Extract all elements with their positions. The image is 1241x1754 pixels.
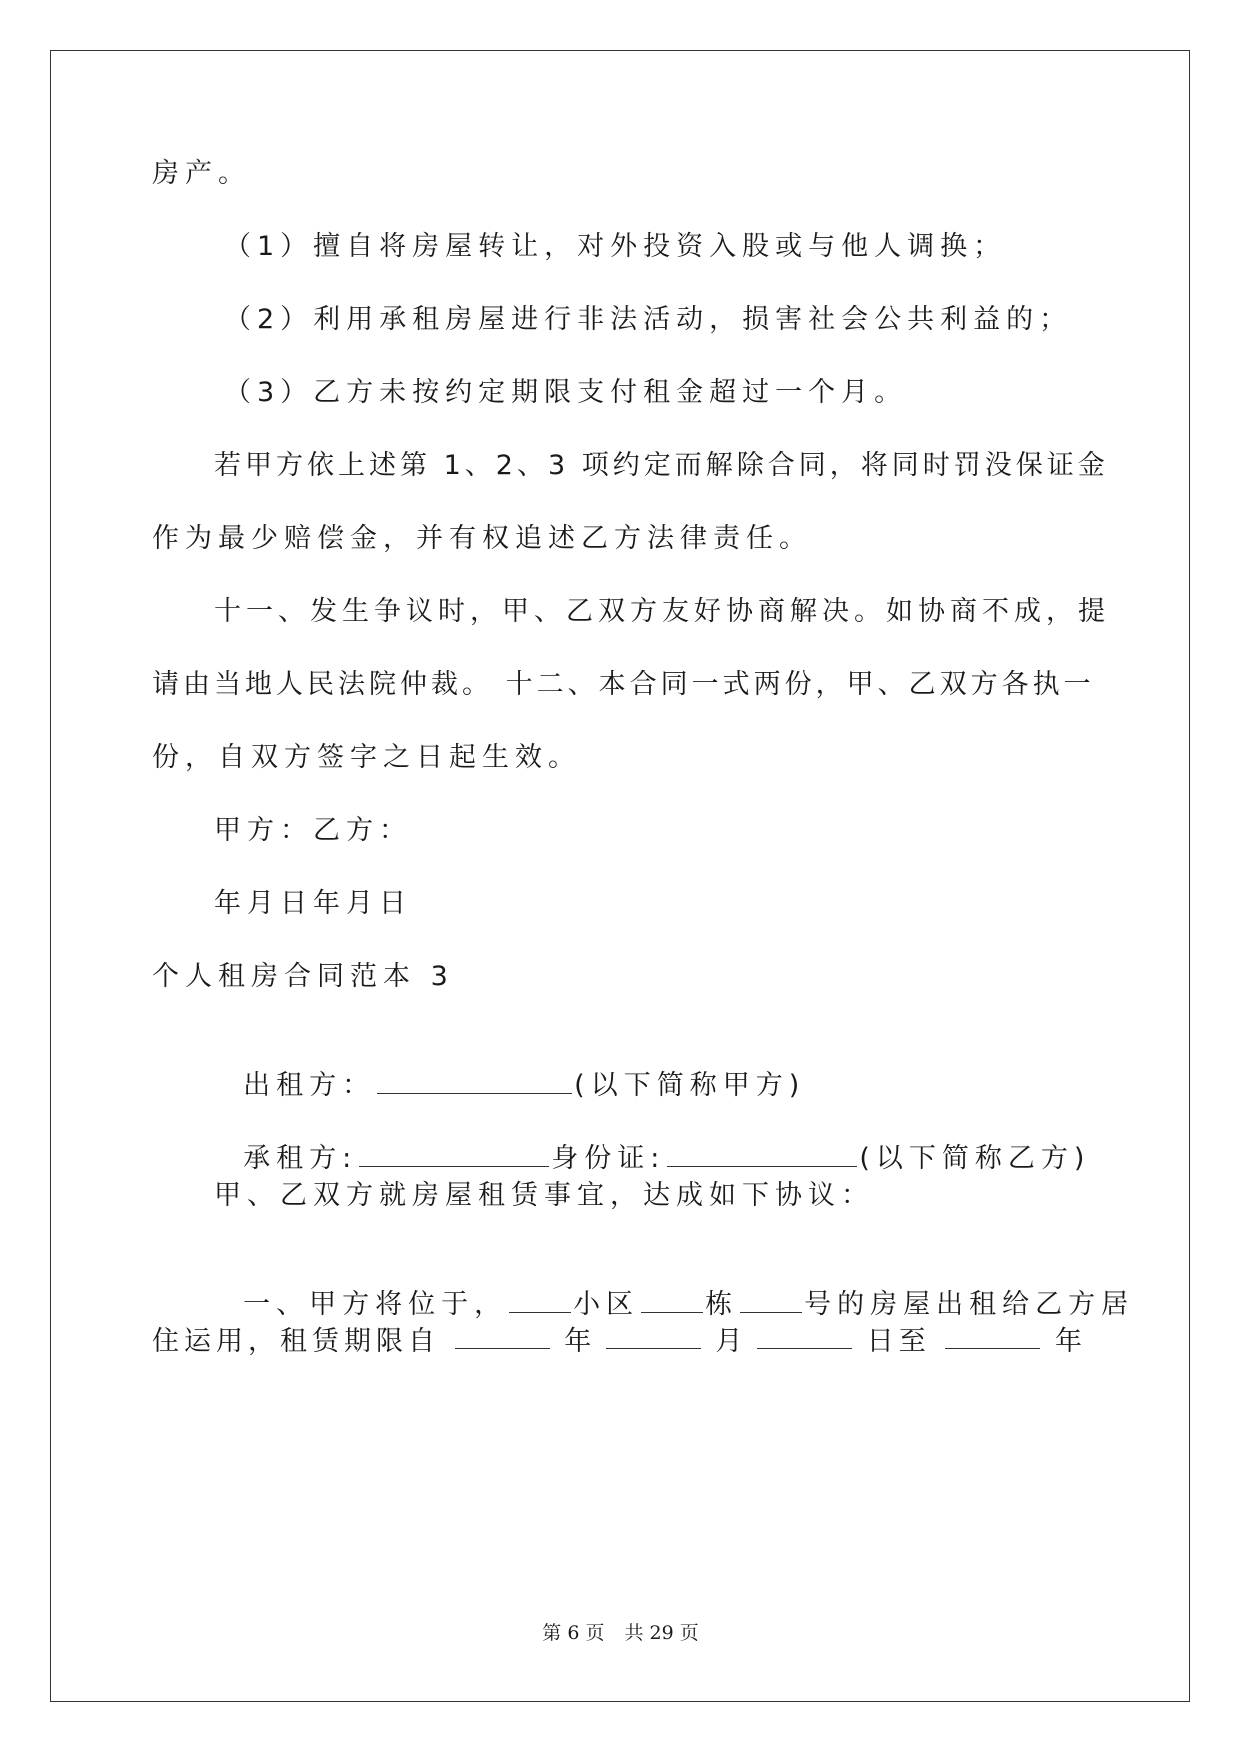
section-title: 个人租房合同范本 3 xyxy=(152,961,454,992)
text-line: 十一、发生争议时，甲、乙双方友好协商解决。如协商不成，提 xyxy=(214,596,1110,627)
community-label: 小区 xyxy=(573,1289,640,1320)
lessor-line xyxy=(214,1032,805,1104)
text-line: 请由当地人民法院仲裁。 十二、本合同一式两份，甲、乙双方各执一 xyxy=(152,669,1095,700)
text-line: （3）乙方未按约定期限支付租金超过一个月。 xyxy=(224,377,908,408)
text-line: 作为最少赔偿金，并有权追述乙方法律责任。 xyxy=(152,523,812,554)
date-line: 年月日年月日 xyxy=(214,888,412,919)
building-blank[interactable] xyxy=(641,1288,703,1313)
text-line: （1）擅自将房屋转让，对外投资入股或与他人调换； xyxy=(224,231,1007,262)
lease-term-line xyxy=(152,1324,1082,1360)
lessor-name-blank[interactable] xyxy=(377,1069,572,1094)
lessee-label: 承租方: xyxy=(243,1143,358,1174)
clause-one-prefix: 一、甲方将位于， xyxy=(243,1289,508,1320)
start-month-blank[interactable] xyxy=(606,1324,701,1349)
id-label: 身份证: xyxy=(551,1143,666,1174)
lessor-suffix: (以下简称甲方) xyxy=(574,1070,806,1101)
signature-label-line: 甲方：乙方： xyxy=(214,815,412,846)
lessee-suffix: (以下简称乙方) xyxy=(859,1143,1091,1174)
page-number: 第 6 页 xyxy=(542,1622,605,1644)
clause-one-rest: 号的房屋出租给乙方居 xyxy=(804,1289,1135,1320)
text-line: （2）利用承租房屋进行非法活动，损害社会公共利益的； xyxy=(224,304,1073,335)
number-blank[interactable] xyxy=(740,1288,802,1313)
start-day-blank[interactable] xyxy=(757,1324,852,1349)
lessee-line xyxy=(214,1105,1090,1177)
building-label: 栋 xyxy=(705,1289,739,1320)
end-year-label: 年 xyxy=(1055,1326,1082,1357)
lessee-name-blank[interactable] xyxy=(359,1142,549,1167)
page-footer xyxy=(0,1618,1241,1645)
page-total: 共 29 页 xyxy=(624,1622,699,1644)
end-year-blank[interactable] xyxy=(945,1324,1040,1349)
agreement-intro: 甲、乙双方就房屋租赁事宜，达成如下协议： xyxy=(214,1180,874,1211)
day-to-label: 日至 xyxy=(866,1326,931,1357)
text-line: 若甲方依上述第 1、2、3 项约定而解除合同，将同时罚没保证金 xyxy=(214,450,1109,481)
text-line: 份，自双方签字之日起生效。 xyxy=(152,742,581,773)
lessor-label: 出租方： xyxy=(243,1070,376,1101)
community-blank[interactable] xyxy=(509,1288,571,1313)
clause-one-line xyxy=(214,1251,1134,1323)
lease-term-start: 住运用，租赁期限自 xyxy=(152,1326,440,1357)
page-border xyxy=(50,50,1190,1702)
id-number-blank[interactable] xyxy=(667,1142,857,1167)
year-label: 年 xyxy=(564,1326,592,1357)
text-line: 房产。 xyxy=(152,158,251,189)
month-label: 月 xyxy=(715,1326,743,1357)
start-year-blank[interactable] xyxy=(455,1324,550,1349)
